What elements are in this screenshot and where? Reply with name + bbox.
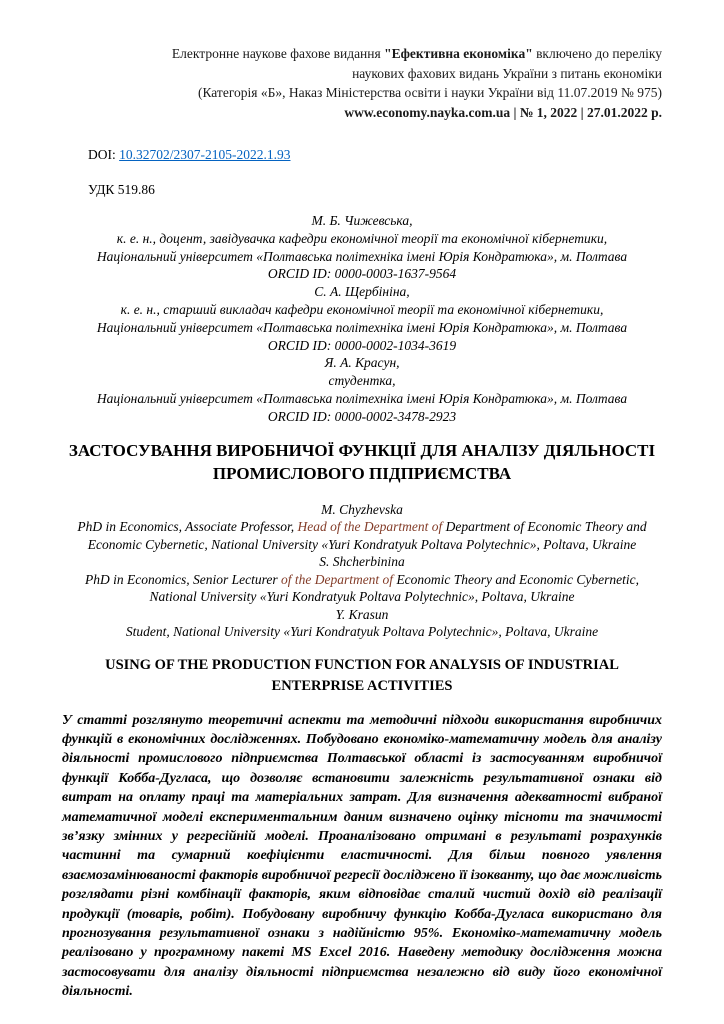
- author-uk-affiliation: Національний університет «Полтавська політехніка імені Юрія Кондратюка», м. Полтава: [96, 248, 628, 264]
- journal-header-text: Електронне наукове фахове видання: [171, 46, 385, 61]
- author-en-name: S. Shcherbinina: [319, 554, 405, 570]
- author-uk-orcid: ORCID ID: 0000-0002-1034-3619: [267, 337, 457, 353]
- affiliation-text: PhD in Economics, Associate Professor,: [77, 519, 298, 535]
- author-uk-name: С. А. Щербініна,: [314, 284, 410, 300]
- authors-block-ukrainian: [62, 212, 662, 426]
- journal-header-line-2: наукових фахових видань України з питань економіки: [352, 65, 662, 81]
- doi-line: [88, 146, 662, 163]
- abstract-ukrainian: У статті розглянуто теоретичні аспекти та методичні підходи використання виробничих функцій в економічних дослідженнях. Побудовано економіко-математичну модель для аналізу діяльності промислового підприємства Полтавської області із застосуванням виробничої функції Кобба-Дугласа, що дозволяє встановити залежність результативної ознаки від витрат на оплату праці та матеріальних затрат. Для визначення адекватності вибраної математичної моделі експериментальним даним визначено оцінку тісноти та значимості зв’язку змінних у регресійній моделі. Проаналізовано отримані в результаті розрахунків частинні та сумарний коефіцієнти еластичності. Для більш повного уявлення взаємозамінюваності факторів виробничої регресії досліджено її ізокванту, що дає можливість розглядати різні комбінації факторів, яким відповідає сталий чистий дохід від реалізації продукції (товарів, робіт). Побудовану виробничу функцію Кобба-Дугласа використано для прогнозування результативної ознаки з надійністю 95%. Економіко-математичну модель реалізовано у програмному пакеті MS Excel 2016. Наведену методику дослідження можна застосовувати для аналізу діяльності підприємства незалежно від виду його економічної діяльності.: [62, 712, 662, 1000]
- author-en-affiliation: Student, National University «Yuri Kondratyuk Poltava Polytechnic», Poltava, Ukraine: [125, 624, 599, 640]
- journal-name: "Ефективна економіка": [384, 46, 533, 61]
- affiliation-text: Economic Theory and Economic Cybernetic, National University «Yuri Kondratyuk Poltava Polytechnic», Poltava, Ukraine: [149, 571, 639, 605]
- affiliation-highlighted-text: Head of the Department of: [297, 519, 443, 535]
- journal-header-line-1: [62, 44, 662, 64]
- author-uk-affiliation: Національний університет «Полтавська політехніка імені Юрія Кондратюка», м. Полтава: [96, 390, 628, 406]
- author-uk-name: Я. А. Красун,: [324, 355, 400, 371]
- author-uk-position: студентка,: [328, 373, 396, 389]
- author-en-affiliation: [62, 518, 662, 553]
- author-uk-name: М. Б. Чижевська,: [311, 213, 413, 228]
- authors-block-english: [62, 501, 662, 641]
- author-uk-orcid: ORCID ID: 0000-0002-3478-2923: [267, 408, 457, 424]
- affiliation-text: Department of Economic Theory and Economic Cybernetic, National University «Yuri Kondratyuk Poltava Polytechnic», Poltava, Ukraine: [87, 519, 647, 552]
- affiliation-text: PhD in Economics, Senior Lecturer: [84, 571, 281, 587]
- author-en-name: Y. Krasun: [335, 606, 389, 622]
- document-meta: [62, 146, 662, 198]
- doi-link[interactable]: 10.32702/2307-2105-2022.1.93: [119, 147, 291, 162]
- article-title-english: USING OF THE PRODUCTION FUNCTION FOR ANALYSIS OF INDUSTRIAL ENTERPRISE ACTIVITIES: [105, 656, 619, 694]
- affiliation-highlighted-text: of the Department of: [280, 571, 394, 587]
- author-uk-affiliation: Національний університет «Полтавська політехніка імені Юрія Кондратюка», м. Полтава: [96, 319, 628, 335]
- author-en-name: M. Chyzhevska: [321, 501, 403, 517]
- journal-header: [62, 44, 662, 122]
- article-title-ukrainian: ЗАСТОСУВАННЯ ВИРОБНИЧОЇ ФУНКЦІЇ ДЛЯ АНАЛІЗУ ДІЯЛЬНОСТІ ПРОМИСЛОВОГО ПІДПРИЄМСТВА: [68, 440, 656, 483]
- journal-header-line-3: (Категорія «Б», Наказ Міністерства освіти і науки України від 11.07.2019 № 975): [197, 85, 662, 100]
- author-uk-position: к. е. н., доцент, завідувачка кафедри економічної теорії та економічної кібернетики,: [116, 230, 608, 246]
- doi-label: DOI:: [88, 147, 120, 162]
- udk-number: УДК 519.86: [88, 182, 155, 197]
- author-en-affiliation: [62, 571, 662, 606]
- journal-issue-line: www.economy.nayka.com.ua | № 1, 2022 | 27.01.2022 р.: [344, 104, 662, 120]
- author-uk-orcid: ORCID ID: 0000-0003-1637-9564: [267, 266, 457, 282]
- author-uk-position: к. е. н., старший викладач кафедри економічної теорії та економічної кібернетики,: [120, 301, 604, 317]
- journal-header-text-suffix: включено до переліку: [532, 46, 662, 61]
